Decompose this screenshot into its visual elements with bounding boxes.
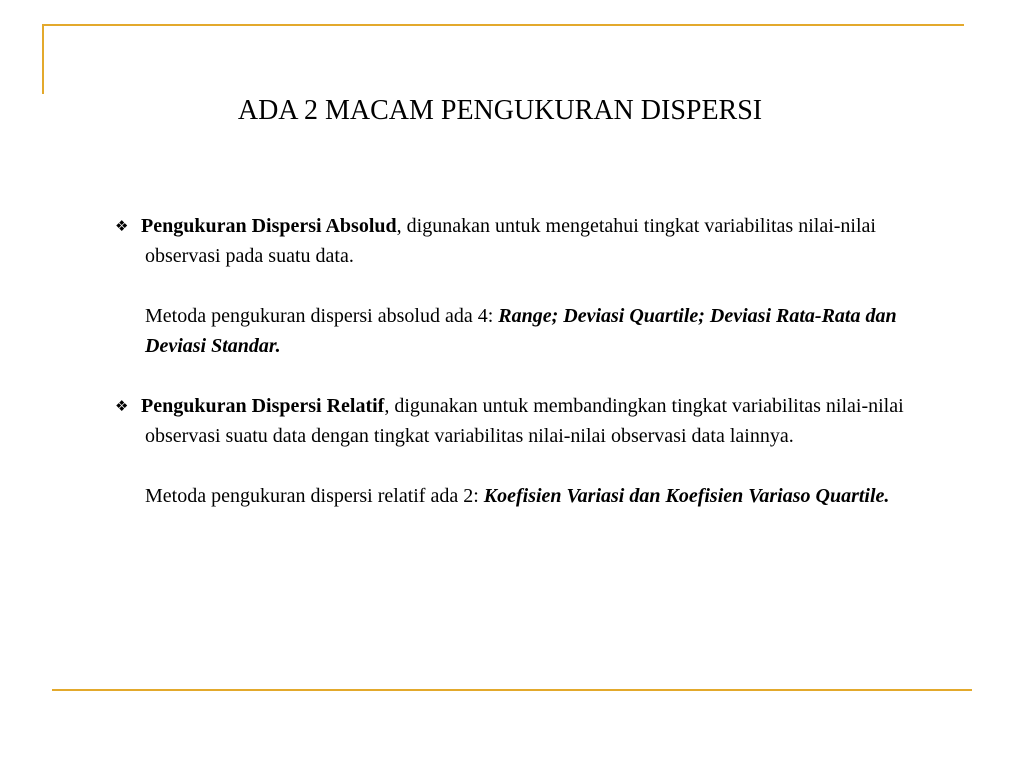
term-absolute-dispersion: Pengukuran Dispersi Absolud: [141, 215, 397, 237]
methods-absolute-dispersion: [115, 301, 935, 361]
methods-relative-dispersion: [115, 481, 935, 511]
spacer: [115, 271, 935, 301]
methods-list-relative: Koefisien Variasi dan Koefisien Variaso Quartile.: [483, 485, 890, 507]
top-accent-line: [42, 24, 964, 26]
bottom-accent-line: [52, 689, 972, 691]
diamond-bullet-icon: ❖: [115, 217, 129, 235]
methods-intro-relative: Metoda pengukuran dispersi relatif ada 2:: [145, 485, 484, 507]
bullet-relative-dispersion: [115, 391, 935, 451]
left-accent-line: [42, 24, 44, 94]
methods-intro-absolute: Metoda pengukuran dispersi absolud ada 4:: [145, 305, 499, 327]
spacer: [115, 451, 935, 481]
description-relative-dispersion: , digunakan untuk membandingkan tingkat variabilitas nilai-nilai observasi suatu data dengan tingkat variabilitas nilai-nilai observasi data lainnya.: [145, 395, 904, 447]
term-relative-dispersion: Pengukuran Dispersi Relatif: [141, 395, 385, 417]
spacer: [115, 361, 935, 391]
slide-title: ADA 2 MACAM PENGUKURAN DISPERSI: [237, 95, 763, 126]
description-absolute-dispersion: , digunakan untuk mengetahui tingkat variabilitas nilai-nilai observasi pada suatu data.: [145, 215, 876, 267]
bullet-absolute-dispersion: [115, 211, 935, 271]
slide-content: [115, 211, 935, 511]
diamond-bullet-icon: ❖: [115, 397, 129, 415]
methods-list-absolute: Range; Deviasi Quartile; Deviasi Rata-Rata dan Deviasi Standar.: [145, 305, 897, 357]
